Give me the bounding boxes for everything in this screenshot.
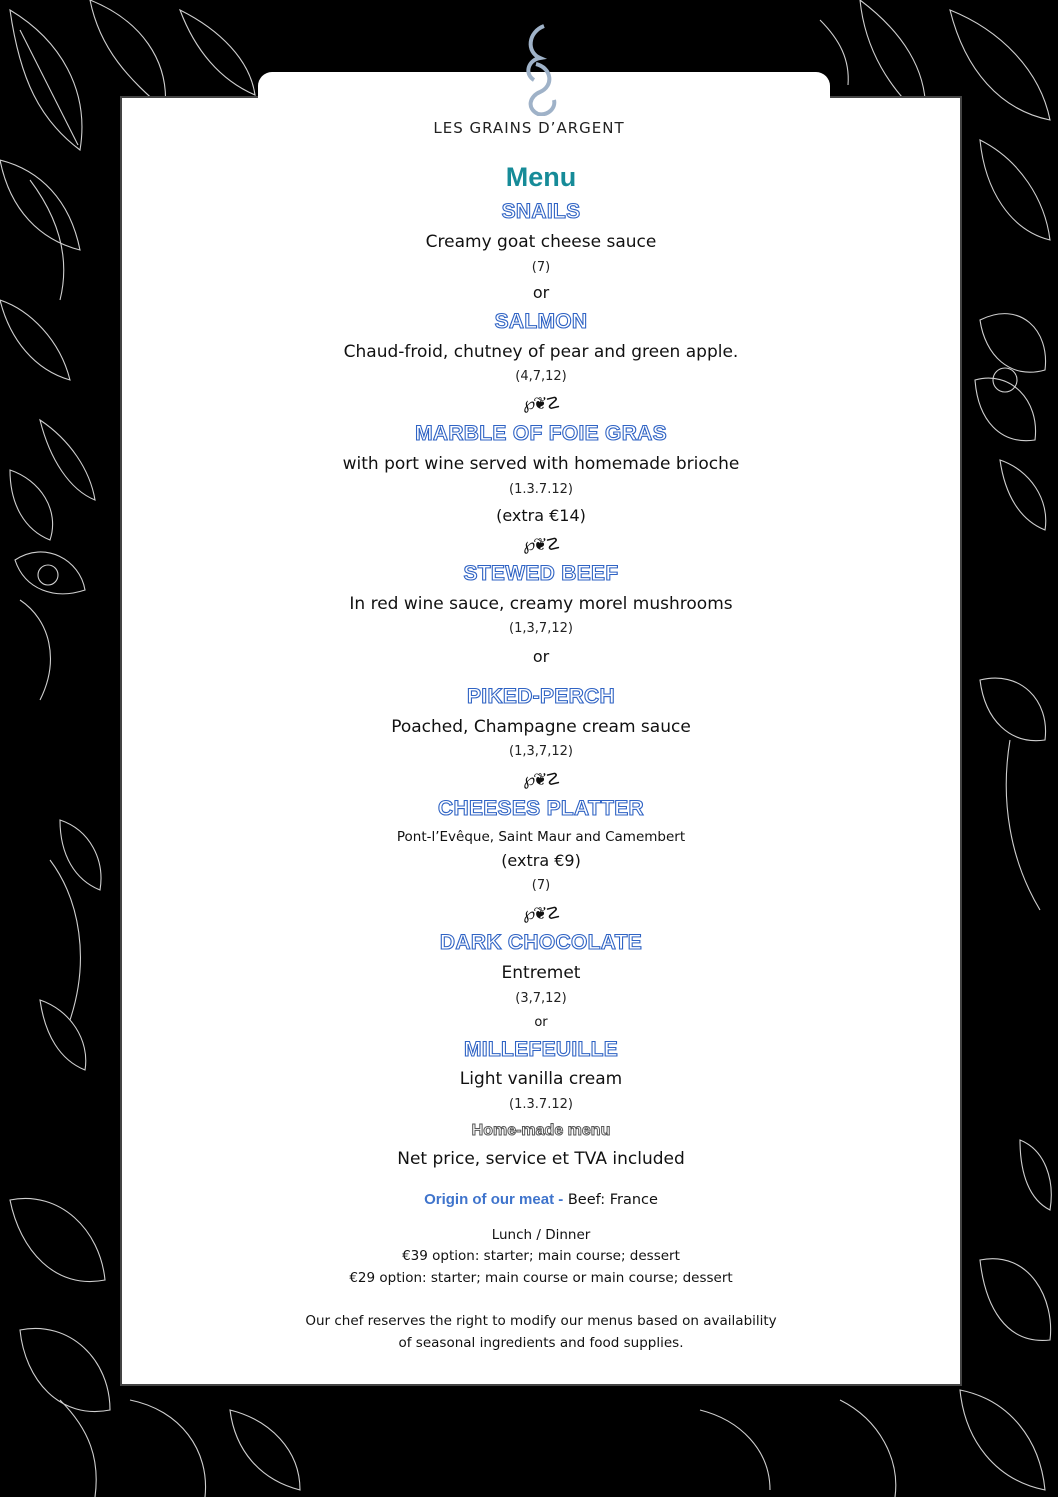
dish-desc-piked-perch: Poached, Champagne cream sauce — [391, 717, 691, 737]
net-price-note: Net price, service et TVA included — [397, 1149, 685, 1169]
dish-allergens-cheeses-platter: (7) — [531, 878, 551, 893]
dish-name-piked-perch: PIKED-PERCH — [467, 685, 615, 708]
dish-name-millefeuille: MILLEFEUILLE — [463, 1038, 619, 1061]
dish-desc-dark-chocolate: Entremet — [501, 963, 581, 983]
dish-desc-millefeuille: Light vanilla cream — [459, 1069, 623, 1089]
course-divider-ornament: ℘❦☡ — [523, 904, 559, 924]
dish-allergens-millefeuille: (1.3.7.12) — [509, 1097, 573, 1112]
course-divider-ornament: ℘❦☡ — [523, 535, 559, 555]
dish-name-salmon: SALMON — [494, 310, 588, 333]
meat-origin-value: Beef: France — [563, 1192, 658, 1208]
dish-name-cheeses-platter: CHEESES PLATTER — [438, 797, 644, 820]
dish-extra-cheeses-platter: (extra €9) — [501, 851, 581, 870]
dish-name-snails: SNAILS — [501, 200, 581, 223]
dish-extra-foie-gras: (extra €14) — [496, 506, 586, 525]
dish-name-foie-gras: MARBLE OF FOIE GRAS — [415, 422, 667, 445]
dish-allergens-salmon: (4,7,12) — [515, 369, 567, 384]
price-option-29: €29 option: starter; main course or main course; dessert — [349, 1270, 733, 1286]
dish-desc-stewed-beef: In red wine sauce, creamy morel mushrooms — [349, 594, 733, 614]
or-separator: or — [532, 283, 550, 302]
brand-name: LES GRAINS D’ARGENT — [433, 119, 625, 137]
home-made-menu-label: Home-made menu — [471, 1122, 611, 1139]
menu-content — [120, 0, 962, 1497]
dish-desc-cheeses-platter: Pont-l’Evêque, Saint Maur and Camembert — [396, 829, 686, 845]
dish-desc-salmon: Chaud-froid, chutney of pear and green apple. — [343, 342, 739, 362]
course-divider-ornament: ℘❦☡ — [523, 770, 559, 790]
dish-allergens-dark-chocolate: (3,7,12) — [515, 991, 567, 1006]
dish-name-dark-chocolate: DARK CHOCOLATE — [439, 931, 643, 954]
meat-origin-label: Origin of our meat - — [424, 1191, 564, 1208]
dish-allergens-stewed-beef: (1,3,7,12) — [509, 621, 573, 636]
or-separator: or — [532, 647, 550, 666]
dish-allergens-foie-gras: (1.3.7.12) — [509, 482, 573, 497]
chef-disclaimer-line-1: Our chef reserves the right to modify our menus based on availability — [305, 1313, 777, 1329]
or-separator: or — [534, 1015, 548, 1030]
price-option-39: €39 option: starter; main course; dessert — [402, 1248, 680, 1264]
meat-origin — [120, 1189, 962, 1208]
dish-allergens-piked-perch: (1,3,7,12) — [509, 744, 573, 759]
dish-desc-snails: Creamy goat cheese sauce — [425, 232, 657, 252]
chef-disclaimer-line-2: of seasonal ingredients and food supplies. — [398, 1335, 684, 1351]
course-divider-ornament: ℘❦☡ — [523, 394, 559, 414]
service-times: Lunch / Dinner — [491, 1227, 591, 1243]
dish-name-stewed-beef: STEWED BEEF — [463, 562, 619, 585]
dish-desc-foie-gras: with port wine served with homemade brioche — [342, 454, 740, 474]
menu-title: Menu — [505, 162, 577, 192]
dish-allergens-snails: (7) — [531, 260, 551, 275]
